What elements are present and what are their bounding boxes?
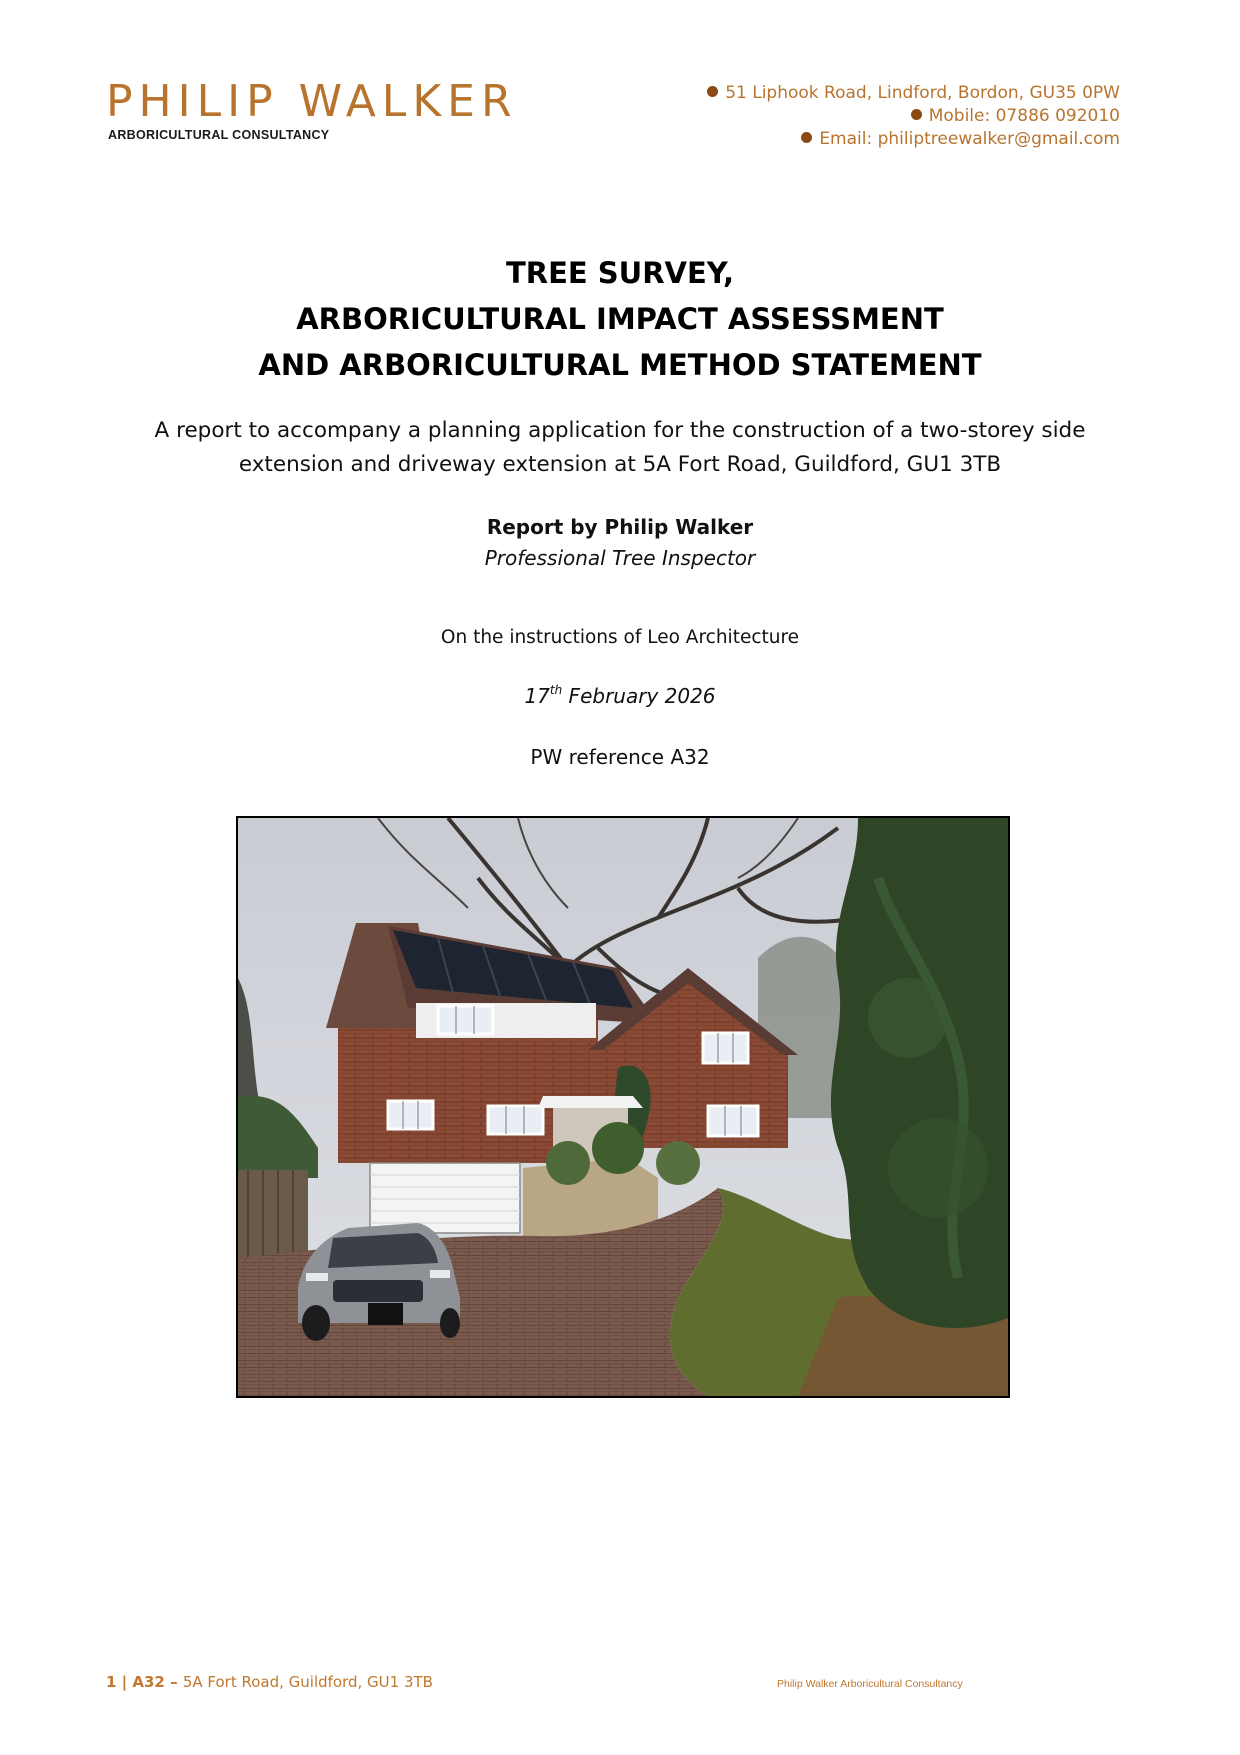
reference-text: PW reference A32 bbox=[530, 745, 710, 769]
author-block bbox=[0, 512, 1240, 574]
title-line-3: AND ARBORICULTURAL METHOD STATEMENT bbox=[258, 348, 982, 382]
photo-illustration bbox=[238, 818, 1008, 1396]
date-suffix: th bbox=[549, 683, 563, 697]
contact-mobile bbox=[707, 105, 1120, 128]
page-number: 1 bbox=[106, 1673, 117, 1691]
contact-email bbox=[707, 128, 1120, 151]
footer-company: Philip Walker Arboricultural Consultancy bbox=[777, 1678, 963, 1690]
address-text: 51 Liphook Road, Lindford, Bordon, GU35 0PW bbox=[725, 83, 1120, 103]
footer-page-info bbox=[106, 1673, 433, 1691]
contact-address bbox=[707, 82, 1120, 105]
document-subtitle bbox=[0, 414, 1240, 482]
footer-dash: – bbox=[164, 1673, 183, 1691]
author-name: Report by Philip Walker bbox=[486, 515, 754, 539]
email-text: Email: philiptreewalker@gmail.com bbox=[819, 129, 1120, 149]
date-day: 17 bbox=[524, 684, 550, 708]
report-date bbox=[0, 684, 1240, 708]
footer-address: 5A Fort Road, Guildford, GU1 3TB bbox=[182, 1673, 433, 1691]
footer-separator: | bbox=[116, 1673, 133, 1691]
house-with-driveway-photo bbox=[236, 816, 1010, 1398]
contact-block bbox=[707, 82, 1120, 151]
brand-logo bbox=[106, 76, 518, 142]
mobile-text: Mobile: 07886 092010 bbox=[928, 106, 1120, 126]
subtitle-line-2: extension and driveway extension at 5A Fort Road, Guildford, GU1 3TB bbox=[238, 452, 1002, 477]
document-title bbox=[0, 250, 1240, 388]
bullet-icon bbox=[911, 109, 922, 120]
brand-subtitle: ARBORICULTURAL CONSULTANCY bbox=[108, 128, 330, 142]
author-role: Professional Tree Inspector bbox=[484, 546, 756, 570]
title-line-1: TREE SURVEY, bbox=[505, 256, 735, 290]
footer-ref: A32 bbox=[132, 1673, 165, 1691]
brand-name: PHILIP WALKER bbox=[106, 76, 518, 127]
instructions-text: On the instructions of Leo Architecture bbox=[440, 627, 800, 648]
date-rest: February 2026 bbox=[562, 684, 716, 708]
bullet-icon bbox=[707, 86, 718, 97]
subtitle-line-1: A report to accompany a planning application for the construction of a two-storey side bbox=[154, 418, 1086, 443]
bullet-icon bbox=[801, 132, 812, 143]
title-line-2: ARBORICULTURAL IMPACT ASSESSMENT bbox=[296, 302, 944, 336]
